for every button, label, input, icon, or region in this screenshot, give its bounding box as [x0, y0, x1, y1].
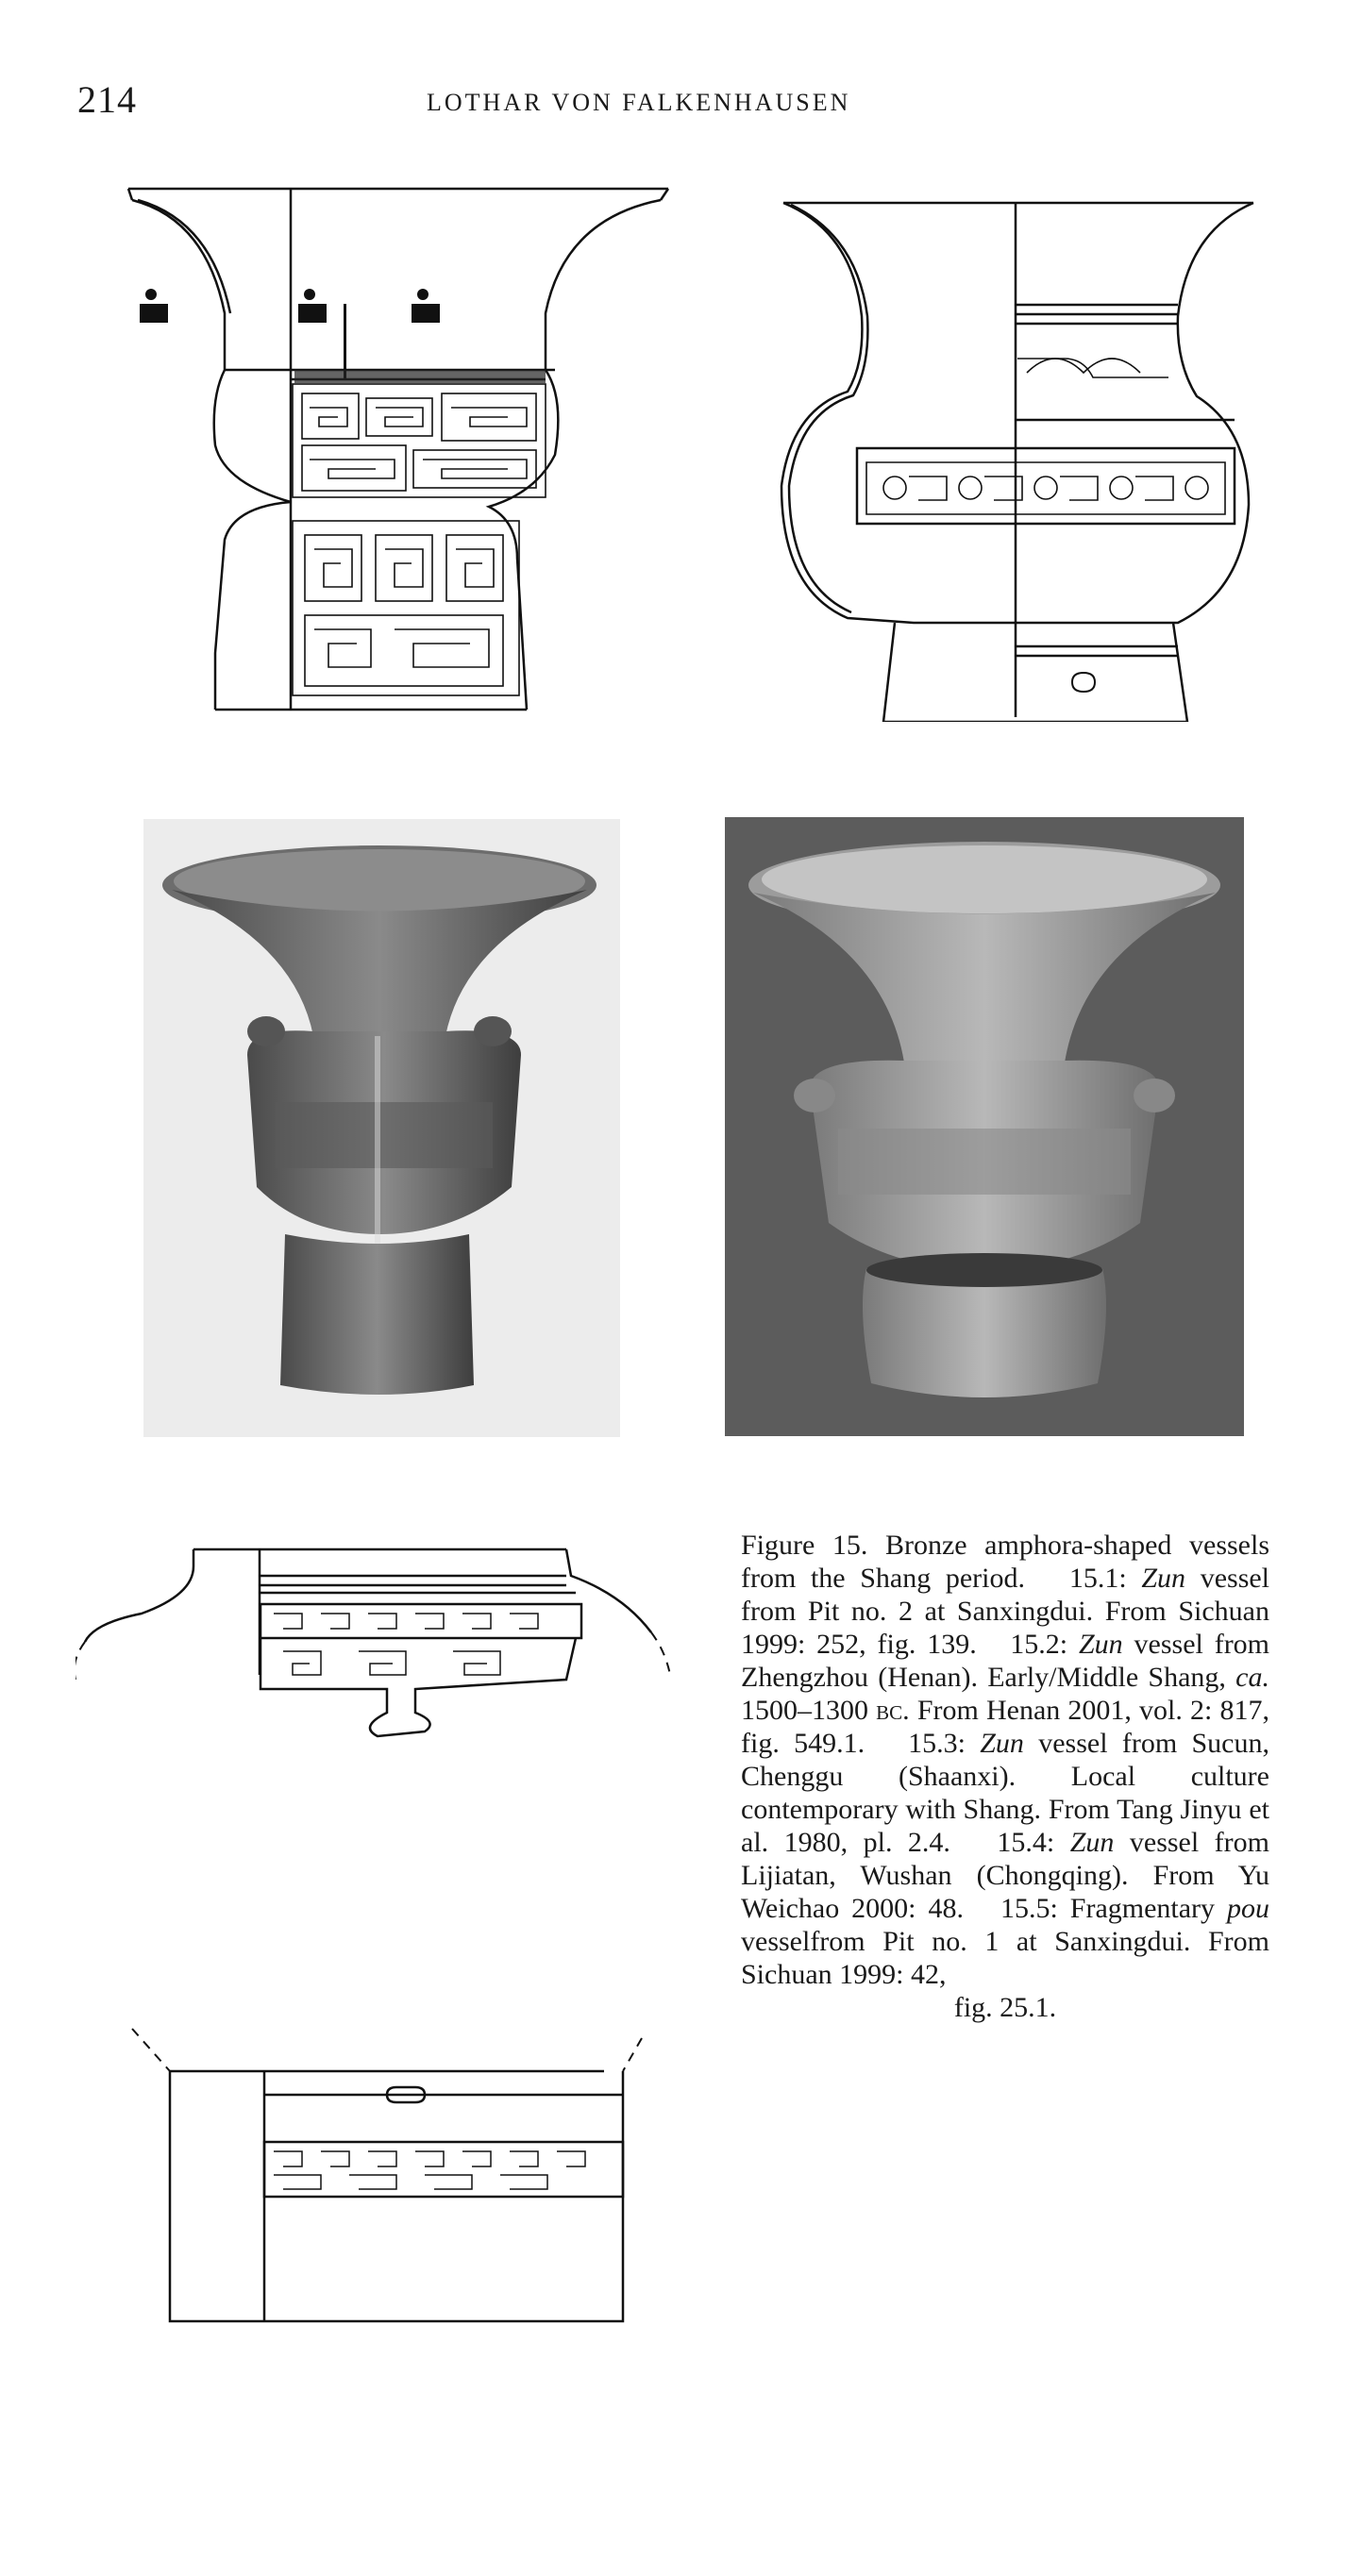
caption-label-15-5: 15.5:	[1000, 1893, 1058, 1924]
caption-label-15-1: 15.1:	[1068, 1563, 1127, 1594]
figure-15-2-drawing	[772, 193, 1263, 722]
running-head: LOTHAR VON FALKENHAUSEN	[427, 89, 851, 116]
caption-term-15-5: pou	[1227, 1893, 1270, 1924]
caption-text-15-2: vessel from Zhengzhou (Henan). Early/Middle Shang,	[741, 1629, 1270, 1693]
caption-term-15-4: Zun	[1069, 1827, 1115, 1858]
caption-term-15-2: Zun	[1078, 1629, 1123, 1660]
caption-text-15-2b: . From Henan 2001, vol. 2: 817, fig. 549.1.	[741, 1695, 1270, 1759]
figure-15-1-drawing	[121, 181, 678, 719]
caption-dates: 1500–1300	[741, 1695, 868, 1726]
figure-15-4-photo	[725, 817, 1244, 1436]
figure-15-3-photo	[143, 819, 620, 1437]
caption-bc: bc	[876, 1695, 903, 1726]
caption-text-15-4: vessel from Lijiatan, Wushan (Chongqing). From Yu Weichao 2000: 48.	[741, 1827, 1270, 1924]
caption-text-15-3: vessel from Sucun, Chenggu (Shaanxi). Local culture contemporary with Shang. From Tang Jinyu et al. 1980, pl. 2.4.	[741, 1728, 1269, 1858]
caption-text-15-5b: vesselfrom Pit no. 1 at Sanxingdui. From Sichuan 1999: 42,	[741, 1926, 1269, 1990]
caption-ca: ca.	[1235, 1662, 1269, 1693]
caption-intro: Figure 15. Bronze amphora-shaped vessels from the Shang period.	[741, 1530, 1269, 1594]
caption-label-15-4: 15.4:	[997, 1827, 1055, 1858]
figure-caption	[741, 1529, 1269, 2024]
caption-text-15-1: vessel from Pit no. 2 at Sanxingdui. From Sichuan 1999: 252, fig. 139.	[741, 1563, 1270, 1660]
caption-text-15-5: Fragmentary	[1069, 1893, 1216, 1924]
caption-term-15-3: Zun	[980, 1728, 1024, 1759]
figure-15-5-drawing	[76, 1538, 698, 2576]
caption-label-15-2: 15.2:	[1010, 1629, 1068, 1660]
caption-label-15-3: 15.3:	[908, 1728, 966, 1759]
page-header	[77, 77, 1295, 121]
caption-term-15-1: Zun	[1141, 1563, 1186, 1594]
page-number: 214	[77, 78, 137, 121]
caption-last-line: fig. 25.1.	[953, 1992, 1057, 2023]
